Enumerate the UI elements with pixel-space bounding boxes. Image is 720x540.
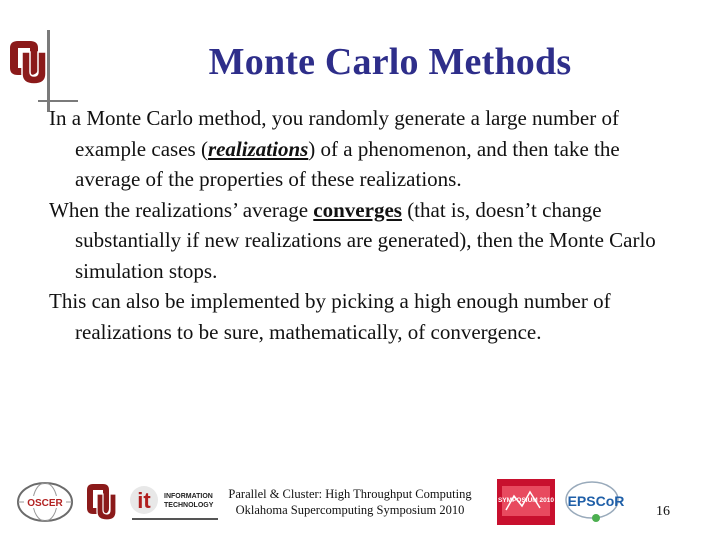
- oscer-logo-icon: [16, 480, 74, 524]
- ou-logo-icon: [6, 38, 50, 86]
- symposium-logo-icon: [496, 478, 556, 526]
- epscor-logo-text: EPSCoR: [567, 493, 625, 509]
- paragraph-2-after: (that is, doesn’t change substantially if new realizations are generated), then the Monte Carlo simulation stops.: [75, 197, 656, 283]
- slide-title: Monte Carlo Methods: [208, 41, 572, 83]
- footer-line-1: Parallel & Cluster: High Throughput Computing: [228, 487, 472, 501]
- page-number: 16: [656, 504, 670, 519]
- symposium-logo-text: SYMPOSIUM 2010: [498, 497, 554, 504]
- paragraph-1-before: In a Monte Carlo method, you randomly generate a large number of example cases (: [49, 106, 619, 161]
- paragraph-2-before: When the realizations’ average: [49, 197, 314, 222]
- footer-text: [205, 486, 495, 518]
- paragraph-3: This can also be implemented by picking a high enough number of realizations to be sure, mathematically, of convergence.: [49, 289, 611, 344]
- ou-footer-logo-icon: [84, 482, 120, 522]
- slide-body: [49, 103, 689, 347]
- it-logo-line1: INFORMATION: [164, 493, 213, 500]
- epscor-logo-icon: [562, 478, 634, 526]
- term-realizations: realizations: [207, 136, 309, 161]
- horizontal-rule: [38, 100, 78, 102]
- paragraph-2: [49, 195, 689, 287]
- it-logo-line2: TECHNOLOGY: [164, 502, 214, 509]
- it-logo-mark: it: [137, 488, 151, 513]
- oscer-logo-text: OSCER: [27, 498, 63, 509]
- term-converges: converges: [313, 197, 402, 222]
- footer-line-2: Oklahoma Supercomputing Symposium 2010: [235, 503, 465, 517]
- paragraph-1-after: ) of a phenomenon, and then take the average of the properties of these realizations.: [75, 136, 620, 191]
- paragraph-1: [49, 103, 689, 195]
